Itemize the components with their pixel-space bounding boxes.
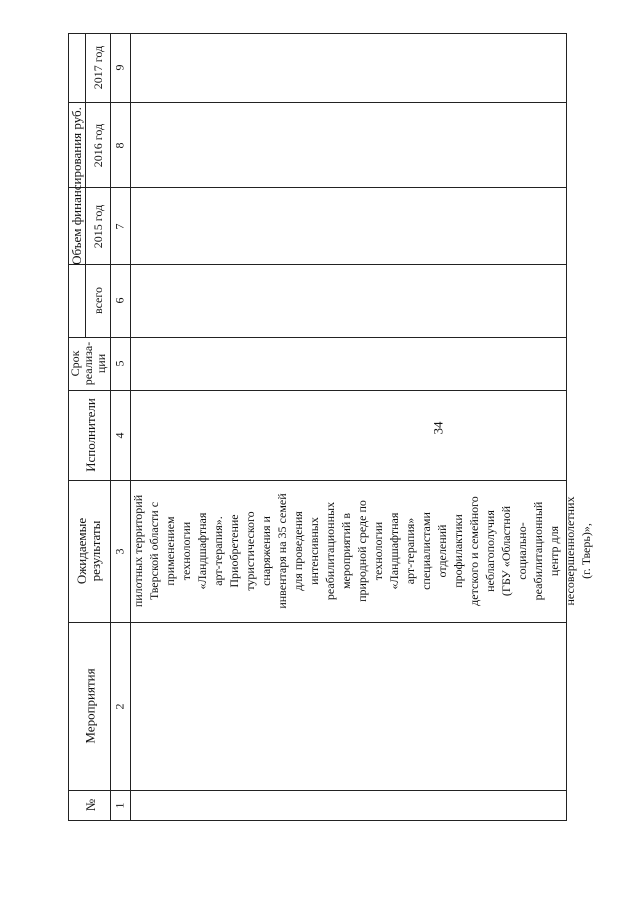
row-divider-executors-term: [68, 390, 567, 391]
page-number: 34: [430, 421, 446, 435]
row-divider-2016-2017-body: [130, 102, 567, 103]
column-numbers-divider-right: [130, 33, 131, 821]
row-divider-2016-2017: [68, 102, 130, 103]
table-border-right: [566, 33, 567, 821]
document-page: 34 № Мероприятия Ожидаемые результаты Исполнители Срок реализа-ции Объем финансирования руб. всего 2015 год 2016 год 2017 год 1 2 3 4 5 6 7 8 9 пилотных территорий Тверской области с применением технологии «Ландшафтная арт-терапия». Приобретение туристического снаряжения и инвентаря на 35 семей для проведения интенсивных реабилитационных мероприятий в природной среде по технологии «Ландшафтная арт-терапия» специалистами отделений профилактики детского и семейного неблагополучия (ГБУ «Областной социально- реабилитационный центр для несовершеннолетних (г. Тверь)»,: [0, 0, 640, 905]
row-divider-total-2015-body: [130, 264, 567, 265]
results-cell-text: пилотных территорий Тверской области с применением технологии «Ландшафтная арт-терапия». Приобретение туристического снаряжения и инвентаря на 35 семей для проведения интенсивных реабилитационных мероприятий в природной среде по технологии «Ландшафтная арт-терапия» специалистами отделений профилактики детского и семейного неблагополучия (ГБУ «Областной социально- реабилитационный центр для несовершеннолетних (г. Тверь)»,: [131, 493, 593, 609]
row-divider-2015-2016-body: [130, 187, 567, 188]
results-cell: [130, 480, 593, 622]
row-divider-term-total: [68, 337, 567, 338]
table-border-top: [68, 33, 567, 34]
row-divider-events-results: [68, 622, 567, 623]
column-numbers-divider-left: [110, 33, 111, 821]
row-divider-num-events: [68, 790, 567, 791]
table-border-bottom: [68, 820, 567, 821]
funding-subheader-divider: [85, 33, 86, 338]
